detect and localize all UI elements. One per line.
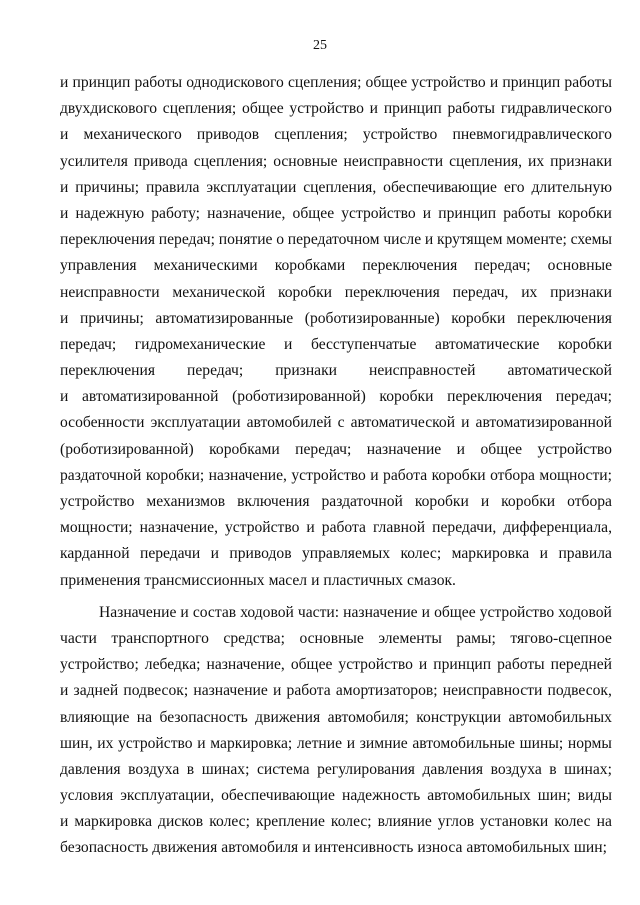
document-body bbox=[60, 70, 612, 862]
page-number: 25 bbox=[313, 38, 327, 53]
text-line: и механического приводов сцепления; устройство пневмогидравлического bbox=[60, 126, 612, 144]
text-line: шин, их устройство и маркировка; летние и зимние автомобильные шины; нормы bbox=[60, 734, 612, 752]
text-line: передач; гидромеханические и бесступенчатые автоматические коробки bbox=[60, 335, 612, 353]
text-line: и причины; автоматизированные (роботизированные) коробки переключения bbox=[60, 309, 612, 327]
text-line: и принцип работы однодискового сцепления; общее устройство и принцип работы bbox=[60, 74, 612, 91]
text-line: особенности эксплуатации автомобилей с автоматической и автоматизированной bbox=[60, 414, 612, 432]
text-line: и маркировка дисков колес; крепление колес; влияние углов установки колес на bbox=[60, 813, 612, 831]
text-line: применения трансмиссионных масел и пластичных смазок. bbox=[60, 571, 456, 589]
text-line: неисправности механической коробки переключения передач, их признаки bbox=[60, 283, 612, 301]
text-line: переключения передач; признаки неисправностей автоматической bbox=[60, 362, 612, 380]
text-line: и автоматизированной (роботизированной) коробки переключения передач; bbox=[60, 388, 612, 406]
text-line: условия эксплуатации, обеспечивающие надежность автомобильных шин; виды bbox=[60, 787, 612, 805]
text-line: и надежную работу; назначение, общее устройство и принцип работы коробки bbox=[60, 204, 612, 222]
text-line: (роботизированной) коробками передач; назначение и общее устройство bbox=[60, 440, 612, 458]
text-line: устройство механизмов включения раздаточной коробки и коробки отбора bbox=[60, 493, 612, 510]
text-line: переключения передач; понятие о передаточном числе и крутящем моменте; схемы bbox=[60, 231, 612, 249]
text-line: карданной передачи и приводов управляемых колес; маркировка и правила bbox=[60, 545, 612, 563]
text-line: двухдискового сцепления; общее устройство и принцип работы гидравлического bbox=[60, 100, 612, 118]
text-line: и причины; правила эксплуатации сцепления, обеспечивающие его длительную bbox=[60, 178, 612, 196]
text-line: устройство; лебедка; назначение, общее устройство и принцип работы передней bbox=[60, 656, 612, 674]
text-line: и задней подвесок; назначение и работа амортизаторов; неисправности подвесок, bbox=[60, 682, 612, 700]
text-line: управления механическими коробками переключения передач; основные bbox=[60, 257, 612, 275]
text-line: безопасность движения автомобиля и интенсивность износа автомобильных шин; bbox=[60, 839, 607, 857]
text-line: мощности; назначение, устройство и работа главной передачи, дифференциала, bbox=[60, 519, 612, 537]
text-line: раздаточной коробки; назначение, устройство и работа коробки отбора мощности; bbox=[60, 466, 612, 484]
paragraph bbox=[60, 600, 612, 862]
text-line: усилителя привода сцепления; основные неисправности сцепления, их признаки bbox=[60, 152, 612, 170]
text-line: давления воздуха в шинах; система регулирования давления воздуха в шинах; bbox=[60, 760, 612, 778]
text-line: части транспортного средства; основные элементы рамы; тягово-сцепное bbox=[60, 629, 612, 647]
text-line: влияющие на безопасность движения автомобиля; конструкции автомобильных bbox=[60, 708, 612, 726]
paragraph bbox=[60, 70, 612, 594]
text-line: Назначение и состав ходовой части: назначение и общее устройство ходовой bbox=[99, 603, 612, 621]
